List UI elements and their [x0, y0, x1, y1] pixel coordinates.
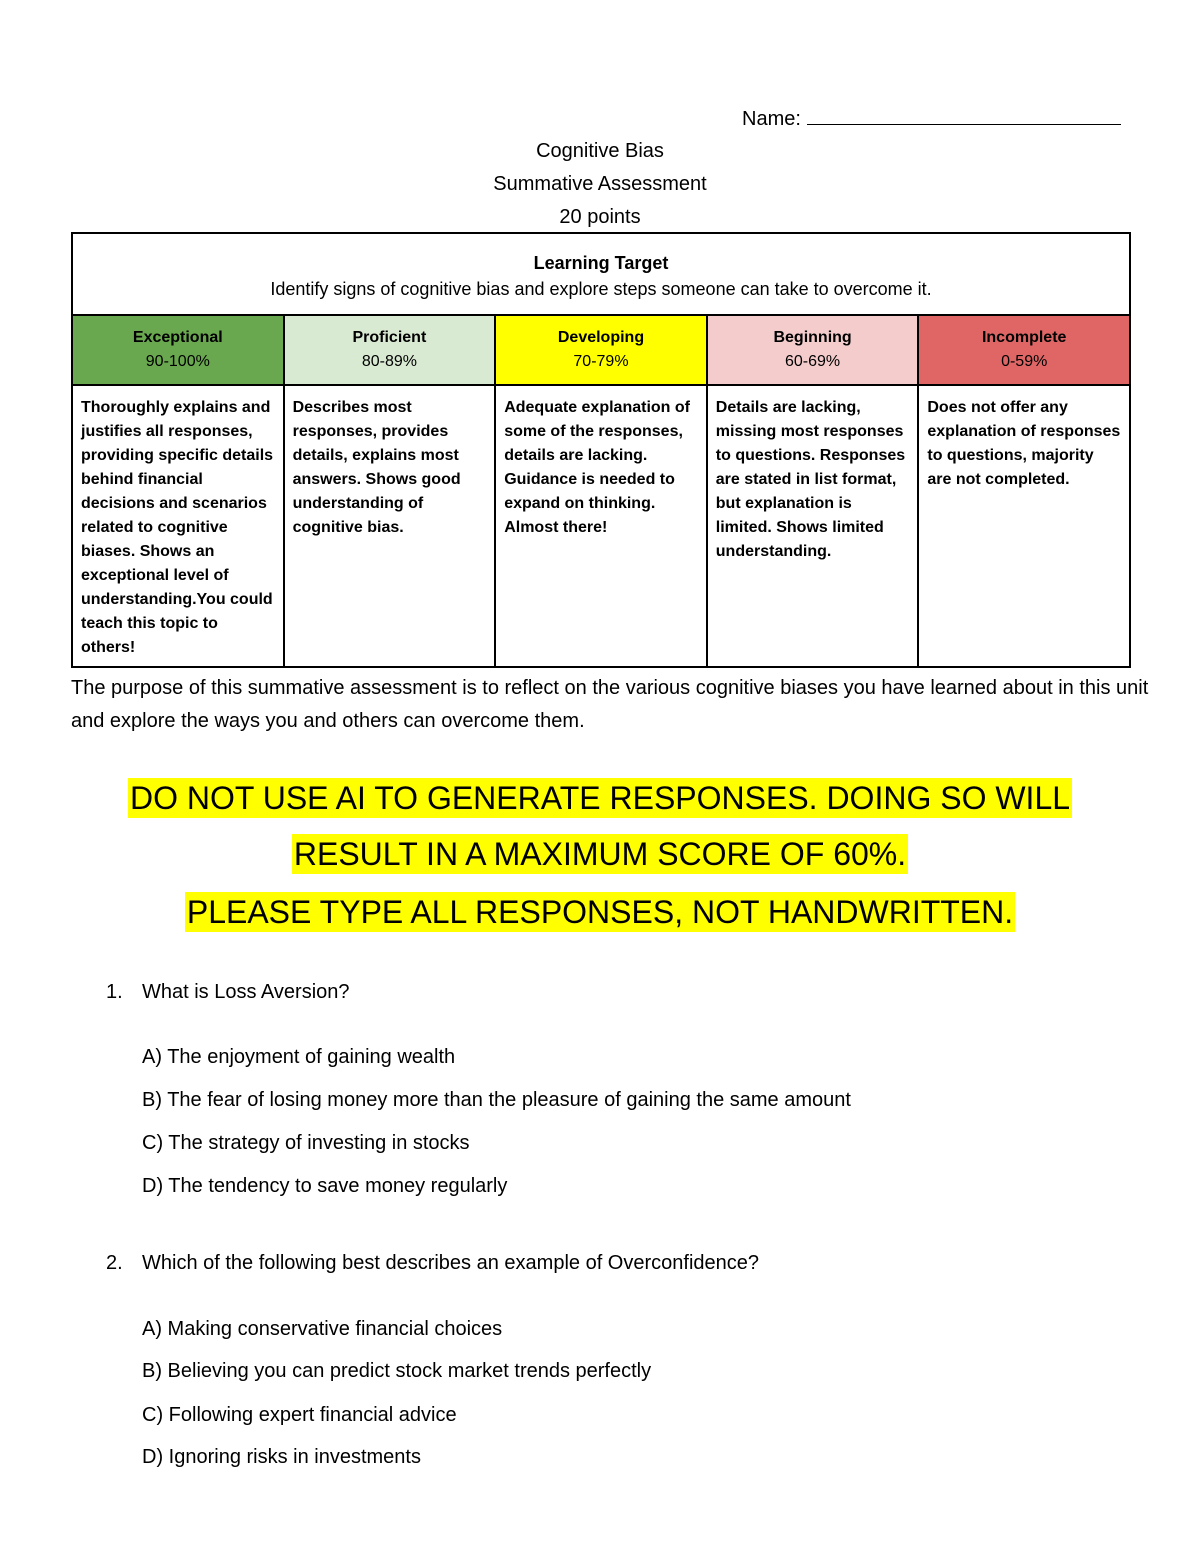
question-1-option-a[interactable]: A) The enjoyment of gaining wealth	[142, 1046, 456, 1068]
document-title: Cognitive Bias	[536, 140, 664, 162]
level-description-beginning: Details are lacking, missing most responses to questions. Responses are stated in list format, but explanation is limited. Shows limited understanding.	[707, 385, 919, 667]
highlighted-text: RESULT IN A MAXIMUM SCORE OF 60%.	[293, 836, 907, 872]
document-subtitle: Summative Assessment	[493, 173, 707, 195]
level-range: 0-59%	[1001, 353, 1048, 370]
question-number: 2.	[106, 1252, 123, 1274]
level-header-developing	[495, 315, 707, 385]
question-text: What is Loss Aversion?	[142, 981, 350, 1003]
question-1-option-d[interactable]: D) The tendency to save money regularly	[142, 1175, 508, 1197]
level-header-proficient	[284, 315, 496, 385]
highlighted-text: PLEASE TYPE ALL RESPONSES, NOT HANDWRITTEN.	[186, 894, 1014, 930]
level-header-incomplete	[918, 315, 1130, 385]
learning-target-text: Identify signs of cognitive bias and explore steps someone can take to overcome it.	[270, 279, 932, 299]
highlighted-text: DO NOT USE AI TO GENERATE RESPONSES. DOING SO WILL	[129, 780, 1071, 816]
question-2-option-d[interactable]: D) Ignoring risks in investments	[142, 1446, 421, 1468]
question-2-option-b[interactable]: B) Believing you can predict stock market trends perfectly	[142, 1360, 652, 1382]
ai-warning-line-1	[0, 778, 1200, 818]
level-description-developing: Adequate explanation of some of the responses, details are lacking. Guidance is needed to expand on thinking. Almost there!	[495, 385, 707, 667]
question-text: Which of the following best describes an example of Overconfidence?	[142, 1252, 760, 1274]
name-blank-line[interactable]	[807, 106, 1121, 125]
level-name: Incomplete	[981, 329, 1067, 346]
ai-warning-line-3	[0, 892, 1200, 932]
question-2-option-c[interactable]: C) Following expert financial advice	[142, 1404, 457, 1426]
level-name: Proficient	[352, 329, 427, 346]
name-label: Name:	[742, 108, 801, 130]
level-range: 70-79%	[573, 353, 629, 370]
level-range: 80-89%	[361, 353, 417, 370]
level-name: Exceptional	[132, 329, 223, 346]
level-range: 90-100%	[145, 353, 210, 370]
ai-warning-line-2	[0, 834, 1200, 874]
question-2	[106, 1250, 759, 1276]
level-header-exceptional	[72, 315, 284, 385]
rubric-table	[71, 232, 1131, 668]
learning-target-cell	[72, 233, 1130, 315]
question-1-option-b[interactable]: B) The fear of losing money more than the pleasure of gaining the same amount	[142, 1089, 851, 1111]
purpose-paragraph: The purpose of this summative assessment is to reflect on the various cognitive biases you have learned about in this unit and explore the ways you and others can overcome them.	[71, 677, 1149, 732]
question-1	[106, 979, 350, 1005]
name-field-row	[742, 106, 1121, 132]
level-name: Beginning	[773, 329, 852, 346]
points-total: 20 points	[559, 206, 641, 228]
level-description-proficient: Describes most responses, provides details, explains most answers. Shows good understanding of cognitive bias.	[284, 385, 496, 667]
level-name: Developing	[557, 329, 645, 346]
level-description-exceptional: Thoroughly explains and justifies all responses, providing specific details behind financial decisions and scenarios related to cognitive biases. Shows an exceptional level of understanding.You could teach this topic to others!	[72, 385, 284, 667]
learning-target-title: Learning Target	[533, 253, 669, 273]
level-description-incomplete: Does not offer any explanation of responses to questions, majority are not completed.	[918, 385, 1130, 667]
question-number: 1.	[106, 981, 123, 1003]
question-2-option-a[interactable]: A) Making conservative financial choices	[142, 1318, 503, 1340]
level-header-beginning	[707, 315, 919, 385]
question-1-option-c[interactable]: C) The strategy of investing in stocks	[142, 1132, 470, 1154]
level-range: 60-69%	[785, 353, 841, 370]
